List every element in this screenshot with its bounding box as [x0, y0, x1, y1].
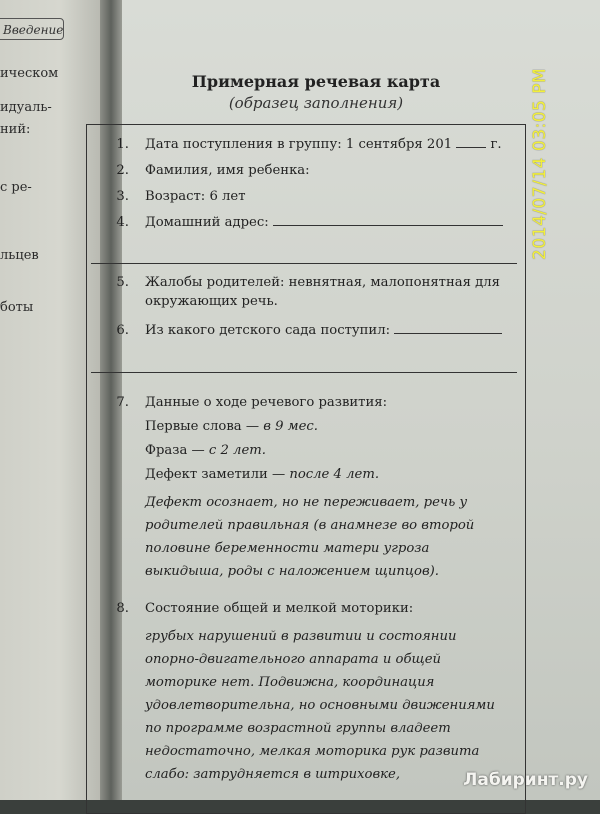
item-text: Домашний адрес:: [145, 215, 269, 230]
section-tab: Введение: [0, 18, 64, 40]
blank-line: [91, 263, 517, 264]
book-page: [116, 0, 600, 800]
item-text: Состояние общей и мелкой моторики:: [145, 601, 414, 616]
photo-timestamp: 2014/07/14 03:05 PM: [530, 67, 550, 260]
blank-line: [91, 372, 517, 373]
blank-line: [273, 213, 503, 226]
item-8-note: грубых нарушений в развитии и состоянии опорно-двигательного аппарата и общей моторике нет. Подвижна, координация удовлетворительна, но основными движениями по программе возрастной группы владеет недостаточно, мелкая моторика рук развита слабо: затрудняется в штриховке,: [145, 629, 495, 782]
prev-page-line: ний:: [0, 122, 31, 137]
item-text: Возраст: 6 лет: [145, 189, 246, 204]
blank-line: [456, 135, 486, 148]
watermark: Лабиринт.ру: [463, 770, 588, 790]
prev-page-line: боты: [0, 300, 34, 315]
item-text: Фамилия, имя ребенка:: [145, 163, 310, 178]
prev-page-line: ическом: [0, 66, 59, 81]
prev-page-line: льцев: [0, 248, 39, 263]
page-subtitle: (образец заполнения): [228, 94, 404, 112]
prev-page-line: идуаль-: [0, 100, 52, 115]
previous-page: [0, 0, 100, 800]
item-text: Данные о ходе речевого развития:: [145, 395, 388, 410]
blank-line: [394, 321, 502, 334]
item-text: Жалобы родителей: невнятная, малопонятная для окружающих речь.: [145, 275, 500, 309]
page-title: Примерная речевая карта: [191, 72, 441, 91]
item-7-note: Дефект осознает, но не переживает, речь у родителей правильная (в анамнезе во второй половине беременности матери угроза выкидыша, роды с наложением щипцов).: [145, 495, 475, 579]
prev-page-line: с ре-: [0, 180, 32, 195]
item-text: Из какого детского сада поступил:: [145, 323, 391, 338]
speech-card-form: 1. Дата поступления в группу: 1 сентября 201 г. 2. Фамилия, имя ребенка: 3. Возраст: 6 лет 4. Домашний адрес: 5. Жалобы родителей: невнятная, малопонятная для окружающих речь. 6. Из какого детского сада поступил: 7. Данные о ходе речевого развития: Первые слова — в 9 мес. Фраза — с 2 лет. Дефект заметили — после 4 лет. Дефект осознает, но не переживает, речь у родителей правильная (в анамнезе во второй половине беременности матери угроза выкидыша, роды с наложением щипцов). 8. Состояние общей и мелкой моторики: грубых нарушений в развитии и состоянии опорно-двигательного аппарата и общей моторике нет. Подвижна, координация удовлетворительна, но основными движениями по программе возрастной группы владеет недостаточно, мелкая моторика рук развита слабо: затрудняется в штриховке,: [86, 124, 526, 814]
item-text: Дата поступления в группу: 1 сентября 201: [145, 137, 453, 152]
